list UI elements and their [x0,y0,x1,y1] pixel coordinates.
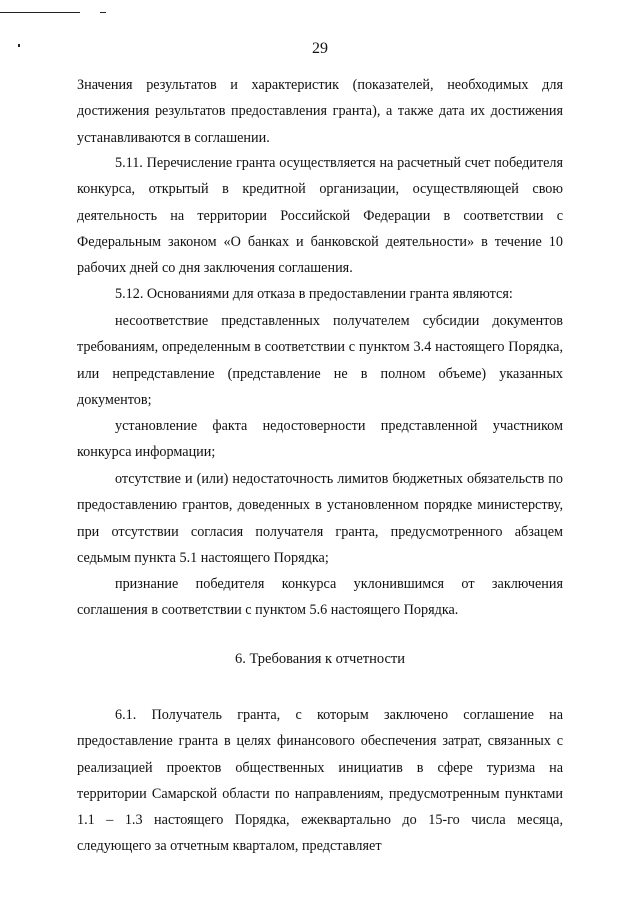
paragraph: признание победителя конкурса уклонившимся от заключения соглашения в соответствии с пунктом 5.6 настоящего Порядка. [77,576,563,619]
paragraph: 5.11. Перечисление гранта осуществляется на расчетный счет победителя конкурса, открытый в кредитной организации, осуществляющей свою деятельность на территории Российской Федерации в соответствии с Федеральным законом «О банках и банковской деятельности» в течение 10 рабочих дней со дня заключения соглашения. [77,155,563,277]
paragraph: несоответствие представленных получателем субсидии документов требованиям, определенным в соответствии с пунктом 3.4 настоящего Порядка, или непредставление (представление не в полном объеме) указанных документов; [77,313,563,408]
scan-edge-mark [100,12,106,13]
paragraph: Значения результатов и характеристик (показателей, необходимых для достижения результатов предоставления гранта), а также дата их достижения устанавливаются в соглашении. [77,77,563,146]
paragraph: отсутствие и (или) недостаточность лимитов бюджетных обязательств по предоставлению грантов, доведенных в установленном порядке министерству, при отсутствии согласия получателя гранта, предусмотренного абзацем седьмым пункта 5.1 настоящего Порядка; [77,471,563,566]
paragraph: установление факта недостоверности представленной участником конкурса информации; [77,418,563,461]
paragraph: 5.12. Основаниями для отказа в предоставлении гранта являются: [115,286,513,302]
page-number: 29 [312,40,328,57]
scan-edge-mark [0,12,80,13]
section-heading: 6. Требования к отчетности [234,651,406,667]
paragraph: 6.1. Получатель гранта, с которым заключено соглашение на предоставление гранта в целях финансового обеспечения затрат, связанных с реализацией проектов общественных инициатив в сфере туризма на территории Самарской области по направлениям, предусмотренным пунктами 1.1 – 1.3 настоящего Порядка, ежеквартально до 15-го числа месяца, следующего за отчетным кварталом, представляет [77,707,563,855]
